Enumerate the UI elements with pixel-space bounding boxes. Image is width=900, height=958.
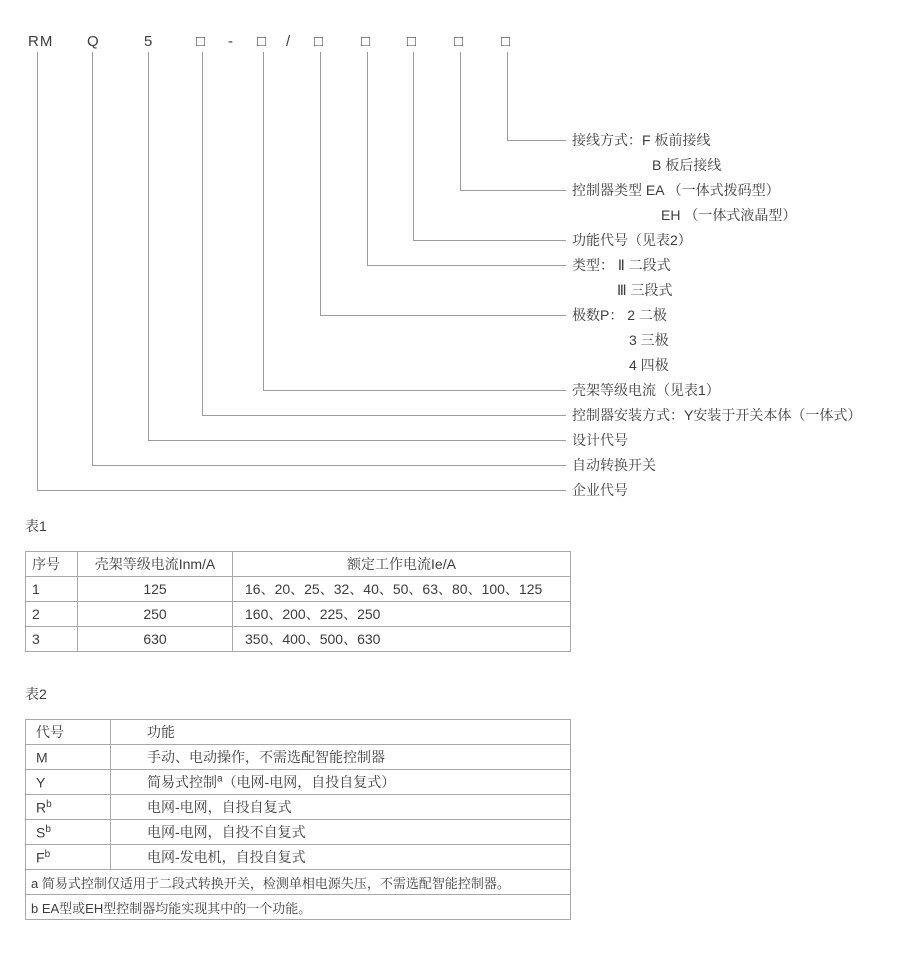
code-token-box4: □ xyxy=(361,33,372,50)
label-controller-type-eh: EH （一体式液晶型） xyxy=(661,207,797,223)
table1-cell: 2 xyxy=(26,602,78,627)
code-token-dash: - xyxy=(228,33,234,50)
label-design-code: 设计代号 xyxy=(572,432,628,448)
table-row xyxy=(26,627,571,652)
table2-section xyxy=(25,684,571,920)
table-row xyxy=(26,895,571,920)
code-token-box5: □ xyxy=(407,33,418,50)
table2-header-code: 代号 xyxy=(26,720,111,745)
table2-cell-func: 电网-电网，自投自复式 xyxy=(111,795,571,820)
table1-cell: 350、400、500、630 xyxy=(233,627,571,652)
table1-caption: 表1 xyxy=(25,518,47,534)
table-row xyxy=(26,845,571,870)
table2-header-row xyxy=(26,720,571,745)
table1-header-rated: 额定工作电流Ie/A xyxy=(233,552,571,577)
table2-cell-code: M xyxy=(26,745,111,770)
code-token-box6: □ xyxy=(454,33,465,50)
table2-footnote-a: a 简易式控制仅适用于二段式转换开关，检测单相电源失压，不需选配智能控制器。 xyxy=(26,870,571,895)
table2-footnote-b: b EA型或EH型控制器均能实现其中的一个功能。 xyxy=(26,895,571,920)
label-wiring: 接线方式：F 板前接线 xyxy=(572,132,711,148)
label-poles-4: 4 四极 xyxy=(629,357,669,373)
table2-cell-code: $S^b$ xyxy=(26,820,111,845)
code-token-box1: □ xyxy=(196,33,207,50)
table1-cell: 250 xyxy=(78,602,233,627)
label-type: 类型： Ⅱ 二段式 xyxy=(572,257,671,273)
label-enterprise: 企业代号 xyxy=(572,482,628,498)
table1-cell: 1 xyxy=(26,577,78,602)
table2-cell-func: 手动、电动操作，不需选配智能控制器 xyxy=(111,745,571,770)
table2-cell-func: 电网-发电机，自投自复式 xyxy=(111,845,571,870)
table1 xyxy=(25,551,571,652)
table2 xyxy=(25,719,571,920)
label-wiring-b: B 板后接线 xyxy=(652,157,722,173)
table1-cell: 3 xyxy=(26,627,78,652)
label-controller-type: 控制器类型 EA （一体式拨码型） xyxy=(572,182,780,198)
table-row xyxy=(26,770,571,795)
table1-section xyxy=(25,516,571,652)
label-ats: 自动转换开关 xyxy=(572,457,656,473)
code-token-box7: □ xyxy=(501,33,512,50)
table1-header-frame: 壳架等级电流Inm/A xyxy=(78,552,233,577)
table-row xyxy=(26,795,571,820)
label-poles: 极数P： 2 二极 xyxy=(572,307,667,323)
table-row xyxy=(26,820,571,845)
code-token-slash: / xyxy=(286,33,292,50)
table2-header-func: 功能 xyxy=(111,720,571,745)
label-frame-current: 壳架等级电流（见表1） xyxy=(572,382,720,398)
table2-caption: 表2 xyxy=(25,686,47,702)
table-row xyxy=(26,745,571,770)
table2-cell-func: 电网-电网，自投不自复式 xyxy=(111,820,571,845)
table-row xyxy=(26,577,571,602)
table2-cell-code: $R^b$ xyxy=(26,795,111,820)
table1-header-seq: 序号 xyxy=(26,552,78,577)
code-token-q: Q xyxy=(87,33,100,50)
table1-header-row xyxy=(26,552,571,577)
table2-cell-func: 简易式控制$^a$（电网-电网，自投自复式） xyxy=(111,770,571,795)
table1-cell: 125 xyxy=(78,577,233,602)
label-function-code: 功能代号（见表2） xyxy=(572,232,692,248)
label-poles-3: 3 三极 xyxy=(629,332,669,348)
label-controller-mount: 控制器安装方式：Y安装于开关本体（一体式） xyxy=(572,407,862,423)
code-token-rm: RM xyxy=(28,33,54,50)
table2-cell-code: Y xyxy=(26,770,111,795)
connector-enterprise xyxy=(37,52,566,491)
table-row xyxy=(26,870,571,895)
table-row xyxy=(26,602,571,627)
table1-cell: 160、200、225、250 xyxy=(233,602,571,627)
table1-cell: 16、20、25、32、40、50、63、80、100、125 xyxy=(233,577,571,602)
table2-cell-code: $F^b$ xyxy=(26,845,111,870)
label-type-iii: Ⅲ 三段式 xyxy=(617,282,673,298)
code-token-box3: □ xyxy=(314,33,325,50)
table1-cell: 630 xyxy=(78,627,233,652)
code-token-5: 5 xyxy=(144,33,154,50)
code-token-box2: □ xyxy=(257,33,268,50)
